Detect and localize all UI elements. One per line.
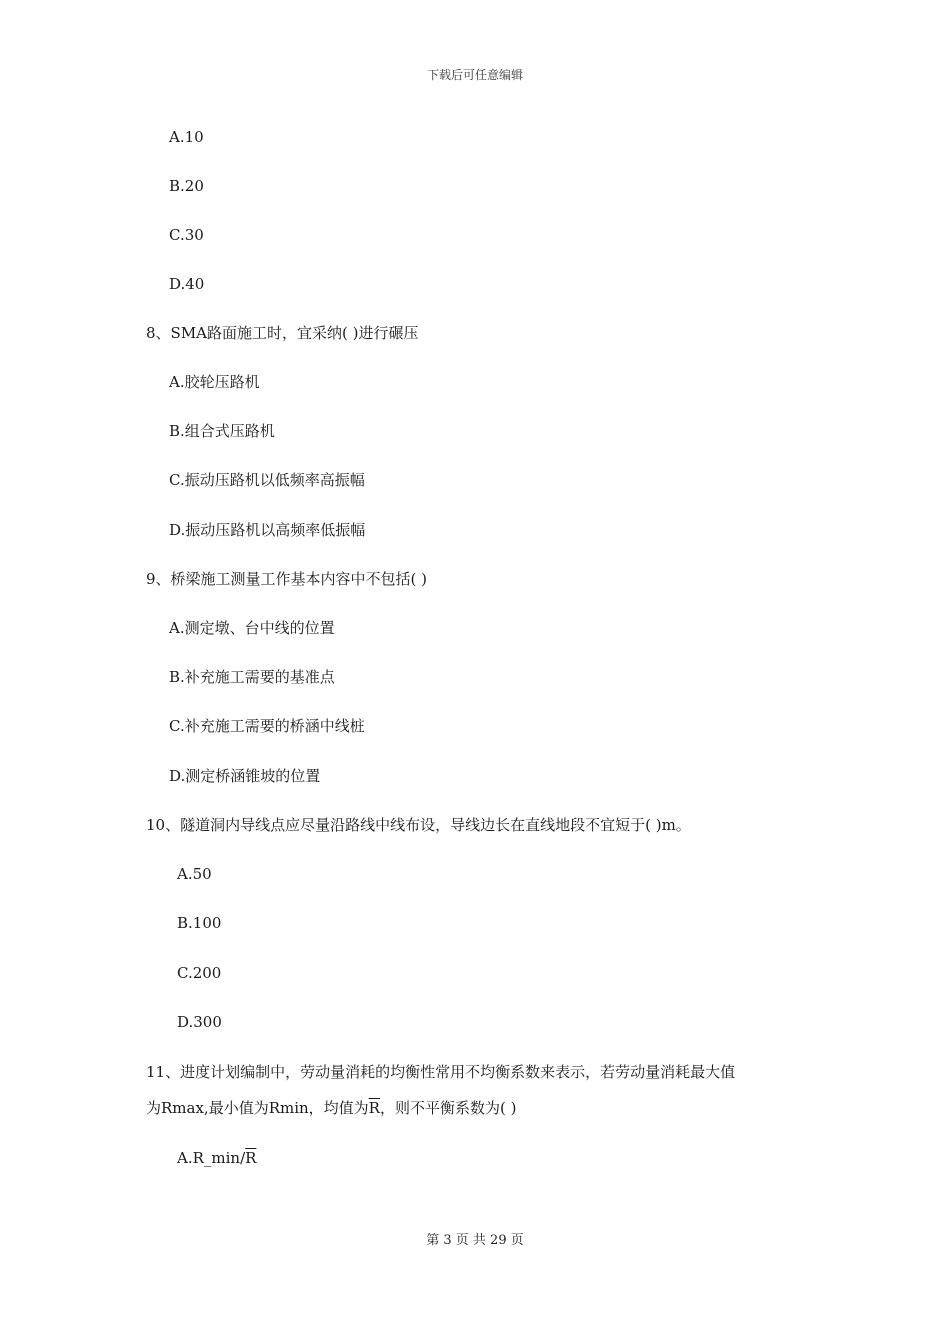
option-q11-a bbox=[177, 1148, 256, 1168]
question-10: 10、隧道洞内导线点应尽量沿路线中线布设，导线边长在直线地段不宜短于( )m。 bbox=[146, 816, 691, 834]
option-q9-a: A.测定墩、台中线的位置 bbox=[169, 619, 335, 637]
option-q10-c: C.200 bbox=[177, 964, 222, 982]
option-q10-d: D.300 bbox=[177, 1013, 222, 1031]
option-q8-b: B.组合式压路机 bbox=[169, 422, 275, 440]
page-header: 下载后可任意编辑 bbox=[426, 68, 523, 82]
option-q9-d: D.测定桥涵锥坡的位置 bbox=[169, 767, 321, 785]
question-11-line-2 bbox=[146, 1098, 516, 1118]
option-q8-d: D.振动压路机以高频率低振幅 bbox=[169, 521, 366, 539]
question-9: 9、桥梁施工测量工作基本内容中不包括( ) bbox=[146, 570, 428, 588]
page-footer: 第 3 页 共 29 页 bbox=[426, 1233, 524, 1248]
option-q9-b: B.补充施工需要的基准点 bbox=[169, 668, 335, 686]
question-11-line-1: 11、进度计划编制中，劳动量消耗的均衡性常用不均衡系数来表示，若劳动量消耗最大值 bbox=[146, 1063, 736, 1081]
r-mean-symbol: $\overline{R}$ bbox=[245, 1149, 257, 1167]
option-q7-c: C.30 bbox=[169, 226, 204, 244]
option-q7-b: B.20 bbox=[169, 177, 204, 195]
option-q7-a: A.10 bbox=[169, 128, 204, 146]
question-11-line-2-suffix: ，则不平衡系数为( ) bbox=[379, 1099, 517, 1117]
option-q8-c: C.振动压路机以低频率高振幅 bbox=[169, 471, 365, 489]
r-mean-symbol: $\overline{R}$ bbox=[368, 1099, 380, 1117]
question-8: 8、SMA路面施工时，宜采纳( )进行碾压 bbox=[146, 324, 419, 342]
question-11-line-2-prefix: 为Rmax,最小值为Rmin，均值为 bbox=[146, 1099, 369, 1117]
option-q10-a: A.50 bbox=[177, 865, 212, 883]
option-q7-d: D.40 bbox=[169, 275, 205, 293]
option-q9-c: C.补充施工需要的桥涵中线桩 bbox=[169, 717, 365, 735]
option-q10-b: B.100 bbox=[177, 914, 222, 932]
option-q8-a: A.胶轮压路机 bbox=[169, 373, 260, 391]
option-q11-a-prefix: A.R_min/ bbox=[177, 1149, 246, 1167]
